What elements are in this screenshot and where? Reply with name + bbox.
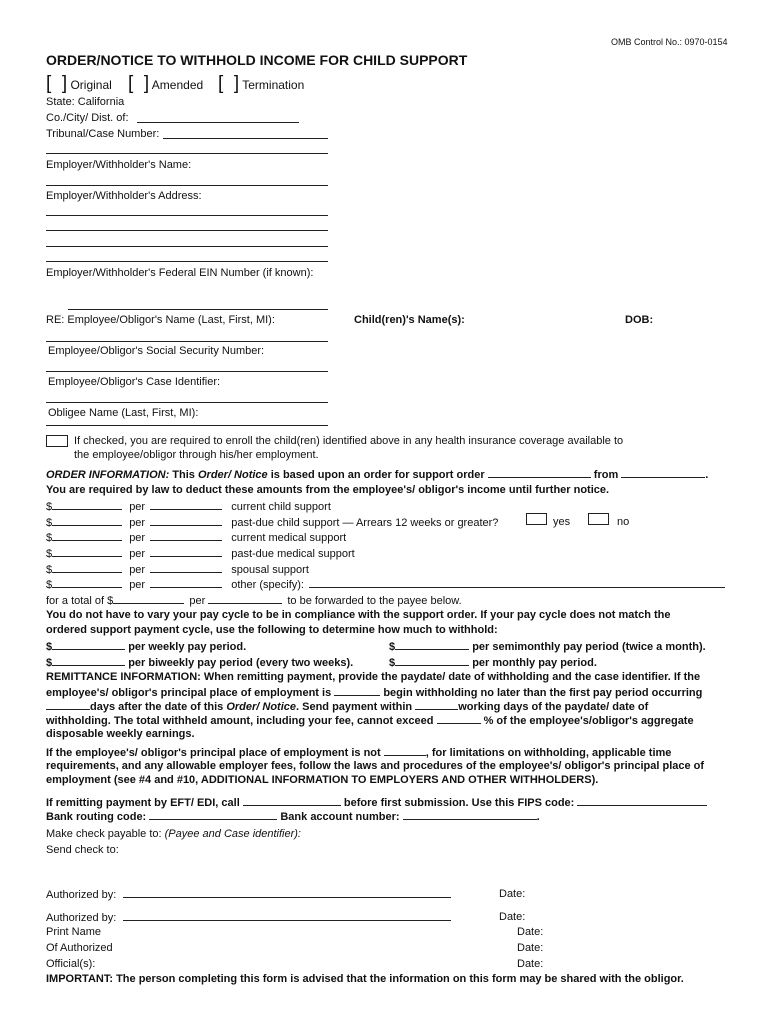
arrears-no-checkbox[interactable] (588, 513, 609, 525)
case-number-field-2[interactable] (46, 153, 328, 154)
employer-name-label: Employer/Withholder's Name: (46, 159, 192, 171)
employment-state-field[interactable] (334, 685, 380, 696)
order-date-field[interactable] (488, 467, 591, 478)
remittance-text-2: employee's/ obligor's principal place of employment is begin withholding no later than the first pay period occurring (46, 687, 703, 699)
total-frequency-field[interactable] (208, 593, 282, 604)
form-title: ORDER/NOTICE TO WITHHOLD INCOME FOR CHILD SUPPORT (46, 52, 468, 68)
of-authorized-label: Of Authorized (46, 942, 113, 954)
employer-address-line-1[interactable] (46, 215, 328, 216)
order-information-line: ORDER INFORMATION: This Order/ Notice is based upon an order for support order from . (46, 469, 709, 481)
weekly-row: $ per weekly pay period. (46, 641, 247, 653)
amount-field[interactable] (52, 546, 122, 557)
pay-cycle-text-2: ordered support payment cycle, use the following to determine how much to withhold: (46, 624, 498, 636)
amount-field[interactable] (52, 515, 122, 526)
eft-line: If remitting payment by EFT/ EDI, call before first submission. Use this FIPS code: (46, 795, 707, 810)
weekly-amount-field[interactable] (52, 639, 125, 650)
send-check-label: Send check to: (46, 844, 119, 856)
termination-option[interactable]: [ ] Termination (218, 73, 305, 94)
support-row: $ per past-due child support — Arrears 12 weeks or greater? (46, 517, 499, 529)
county-field[interactable] (137, 122, 299, 123)
termination-checkbox[interactable]: [ ] (218, 73, 240, 94)
date-label-3: Date: (517, 926, 544, 938)
biweekly-amount-field[interactable] (52, 655, 125, 666)
frequency-field[interactable] (150, 530, 222, 541)
amount-field[interactable] (52, 562, 122, 573)
eft-phone-field[interactable] (243, 795, 341, 806)
biweekly-row: $ per biweekly pay period (every two weeks). (46, 657, 354, 669)
authorized-by-line-2: Authorized by: (46, 910, 451, 925)
check-payable-line: Make check payable to: (Payee and Case identifier): (46, 828, 301, 840)
employer-ein-field[interactable] (68, 309, 328, 310)
support-row: $ per spousal support (46, 564, 309, 576)
total-row: for a total of $ per to be forwarded to the payee below. (46, 595, 462, 607)
print-name-label: Print Name (46, 926, 102, 938)
date-label-1: Date: (499, 888, 526, 900)
semimonthly-row: $ per semimonthly pay period (twice a month). (389, 641, 706, 653)
arrears-yes-label: yes (553, 516, 571, 528)
support-row: $ per current medical support (46, 532, 347, 544)
non-state-text-1: If the employee's/ obligor's principal place of employment is not , for limitations on withholding, applicable time (46, 747, 672, 759)
original-option[interactable]: [ ] Original (46, 73, 112, 94)
arrears-no-label: no (617, 516, 630, 528)
dob-label: DOB: (625, 314, 654, 326)
amount-field[interactable] (52, 577, 122, 588)
non-state-text-2: requirements, and any allowable employer fees, follow the laws and procedures of the employee's/ obligor's principal place of (46, 760, 705, 772)
important-notice: IMPORTANT: The person completing this form is advised that the information on this form may be shared with the obligor. (46, 973, 684, 985)
other-specify-field[interactable] (309, 577, 725, 588)
frequency-field[interactable] (150, 546, 222, 557)
frequency-field[interactable] (150, 499, 222, 510)
remittance-text-1: REMITTANCE INFORMATION: When remitting payment, provide the paydate/ date of withholding and the case identifier. If the (46, 671, 701, 683)
children-names-label: Child(ren)'s Name(s): (354, 314, 465, 326)
state-label: State: California (46, 96, 125, 108)
bank-line: Bank routing code: Bank account number: . (46, 811, 540, 823)
support-row: $ per past-due medical support (46, 548, 355, 560)
working-days-field[interactable] (415, 699, 458, 710)
max-percent-field[interactable] (437, 713, 481, 724)
health-insurance-text-2: the employee/obligor through his/her employment. (74, 449, 319, 461)
arrears-yes-checkbox[interactable] (526, 513, 547, 525)
obligee-name-field[interactable] (46, 425, 328, 426)
days-after-field[interactable] (46, 699, 90, 710)
remittance-text-5: disposable weekly earnings. (46, 728, 195, 740)
semimonthly-amount-field[interactable] (395, 639, 469, 650)
employee-name-label: RE: Employee/Obligor's Name (Last, First, MI): (46, 314, 275, 326)
monthly-amount-field[interactable] (395, 655, 469, 666)
deduction-requirement: You are required by law to deduct these amounts from the employee's/ obligor's income until further notice. (46, 484, 610, 496)
fips-code-field[interactable] (577, 795, 707, 806)
employee-name-field[interactable] (46, 341, 328, 342)
officials-label: Official(s): (46, 958, 96, 970)
frequency-field[interactable] (150, 562, 222, 573)
case-number-field[interactable] (163, 138, 328, 139)
support-row: $ per other (specify): (46, 577, 725, 592)
case-number-label: Tribunal/Case Number: (46, 128, 160, 140)
ssn-field[interactable] (46, 371, 328, 372)
remittance-text-3: days after the date of this Order/ Notice. Send payment within working days of the paydate/ date of (46, 699, 648, 714)
ssn-label: Employee/Obligor's Social Security Number: (48, 345, 265, 357)
authorized-by-field-2[interactable] (123, 910, 451, 921)
routing-code-field[interactable] (149, 809, 277, 820)
total-amount-field[interactable] (113, 593, 184, 604)
county-label: Co./City/ Dist. of: (46, 112, 129, 124)
account-number-field[interactable] (403, 809, 537, 820)
employer-ein-label: Employer/Withholder's Federal EIN Number (if known): (46, 267, 314, 279)
amended-checkbox[interactable]: [ ] (128, 73, 150, 94)
employer-address-line-3[interactable] (46, 246, 328, 247)
frequency-field[interactable] (150, 515, 222, 526)
amended-option[interactable]: [ ] Amended (128, 73, 204, 94)
authorized-by-line-1: Authorized by: (46, 887, 451, 902)
pay-cycle-text-1: You do not have to vary your pay cycle to be in compliance with the support order. If your pay cycle does not match the (46, 609, 671, 621)
health-insurance-text-1: If checked, you are required to enroll the child(ren) identified above in any health insurance coverage available to (74, 435, 624, 447)
original-checkbox[interactable]: [ ] (46, 73, 68, 94)
support-row: $ per current child support (46, 501, 331, 513)
employer-address-line-4[interactable] (46, 261, 328, 262)
amount-field[interactable] (52, 499, 122, 510)
employer-name-field[interactable] (46, 185, 328, 186)
order-state-field[interactable] (621, 467, 705, 478)
date-label-4: Date: (517, 942, 544, 954)
obligee-name-label: Obligee Name (Last, First, MI): (48, 407, 199, 419)
date-label-2: Date: (499, 911, 526, 923)
omb-control-number: OMB Control No.: 0970-0154 (611, 37, 728, 47)
non-state-text-3: employment (see #4 and #10, ADDITIONAL INFORMATION TO EMPLOYERS AND OTHER WITHHOLDERS). (46, 774, 599, 786)
frequency-field[interactable] (150, 577, 222, 588)
monthly-row: $ per monthly pay period. (389, 657, 597, 669)
authorized-by-field-1[interactable] (123, 887, 451, 898)
employer-address-line-2[interactable] (46, 230, 328, 231)
employer-address-label: Employer/Withholder's Address: (46, 190, 202, 202)
amount-field[interactable] (52, 530, 122, 541)
date-label-5: Date: (517, 958, 544, 970)
health-insurance-checkbox[interactable] (46, 435, 68, 447)
remittance-text-4: withholding. The total withheld amount, including your fee, cannot exceed % of the employee's/obligor's aggregate (46, 715, 694, 727)
employee-case-id-field[interactable] (46, 402, 328, 403)
employee-case-id-label: Employee/Obligor's Case Identifier: (48, 376, 221, 388)
non-state-field[interactable] (384, 745, 426, 756)
